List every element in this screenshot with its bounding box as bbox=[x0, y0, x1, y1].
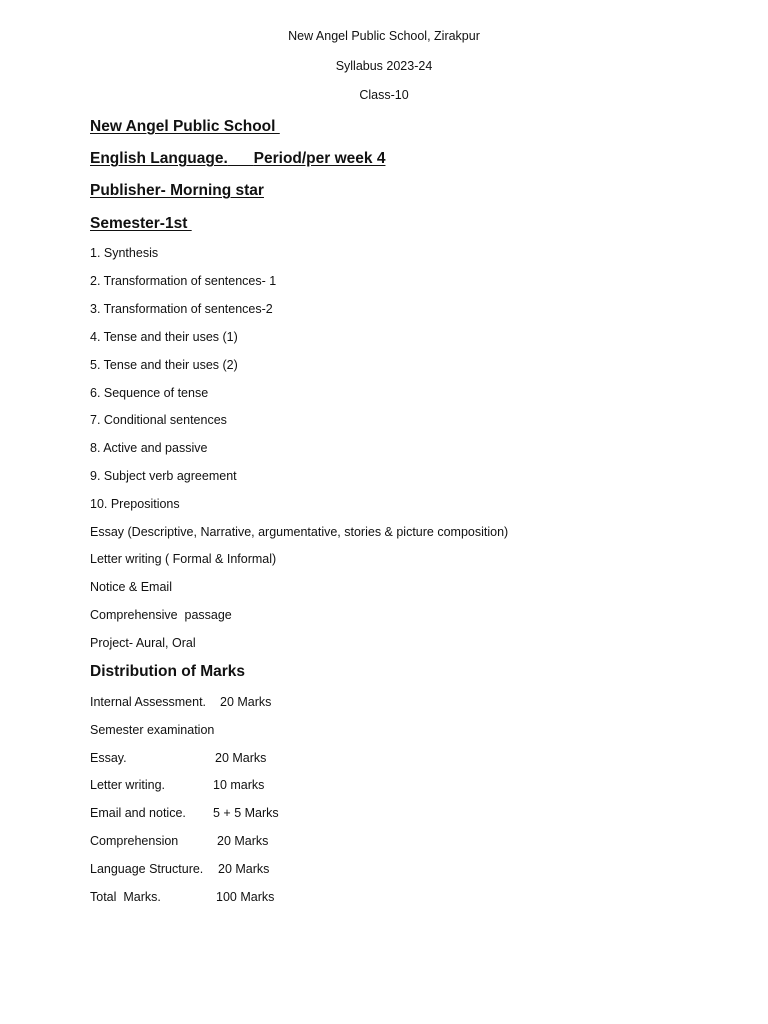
topic-item: 1. Synthesis bbox=[90, 246, 159, 260]
marks-row-label: Essay. bbox=[90, 751, 127, 765]
total-marks-value: 100 Marks bbox=[216, 890, 275, 904]
topic-item: Letter writing ( Formal & Informal) bbox=[90, 552, 277, 566]
school-title: New Angel Public School, Zirakpur bbox=[288, 29, 480, 43]
marks-row-label: Language Structure. bbox=[90, 862, 204, 876]
publisher-heading: Publisher- Morning star bbox=[90, 182, 264, 199]
marks-row-value: 20 Marks bbox=[218, 862, 270, 876]
period-label: Period/per week 4 bbox=[253, 150, 386, 167]
semester-heading: Semester-1st bbox=[90, 215, 192, 232]
topic-item: 9. Subject verb agreement bbox=[90, 469, 237, 483]
topic-item: 10. Prepositions bbox=[90, 497, 180, 511]
internal-assessment-value: 20 Marks bbox=[220, 695, 272, 709]
subject-label: English Language. bbox=[90, 150, 228, 167]
school-name-heading: New Angel Public School bbox=[90, 118, 280, 135]
marks-row-value: 20 Marks bbox=[215, 751, 267, 765]
total-marks-label: Total Marks. bbox=[90, 890, 161, 904]
topic-item: 3. Transformation of sentences-2 bbox=[90, 302, 273, 316]
subject-heading bbox=[90, 149, 385, 169]
class-label: Class-10 bbox=[359, 88, 409, 102]
topic-item: Notice & Email bbox=[90, 580, 172, 594]
topic-item: Essay (Descriptive, Narrative, argumentative, stories & picture composition) bbox=[90, 525, 509, 539]
marks-row-value: 5 + 5 Marks bbox=[213, 806, 279, 820]
topic-item: 6. Sequence of tense bbox=[90, 386, 209, 400]
marks-row-value: 20 Marks bbox=[217, 834, 269, 848]
marks-row-label: Letter writing. bbox=[90, 778, 166, 792]
topic-item: 7. Conditional sentences bbox=[90, 413, 227, 427]
semester-exam-label: Semester examination bbox=[90, 723, 215, 737]
distribution-heading: Distribution of Marks bbox=[90, 663, 246, 680]
topic-item: 4. Tense and their uses (1) bbox=[90, 330, 238, 344]
topic-item: 8. Active and passive bbox=[90, 441, 208, 455]
topic-item: 2. Transformation of sentences- 1 bbox=[90, 274, 277, 288]
marks-row-value: 10 marks bbox=[213, 778, 265, 792]
topic-item: Comprehensive passage bbox=[90, 608, 232, 622]
marks-row-label: Comprehension bbox=[90, 834, 179, 848]
internal-assessment-label: Internal Assessment. bbox=[90, 695, 207, 709]
topic-item: 5. Tense and their uses (2) bbox=[90, 358, 238, 372]
syllabus-year: Syllabus 2023-24 bbox=[335, 59, 433, 73]
topic-item: Project- Aural, Oral bbox=[90, 636, 196, 650]
marks-row-label: Email and notice. bbox=[90, 806, 186, 820]
